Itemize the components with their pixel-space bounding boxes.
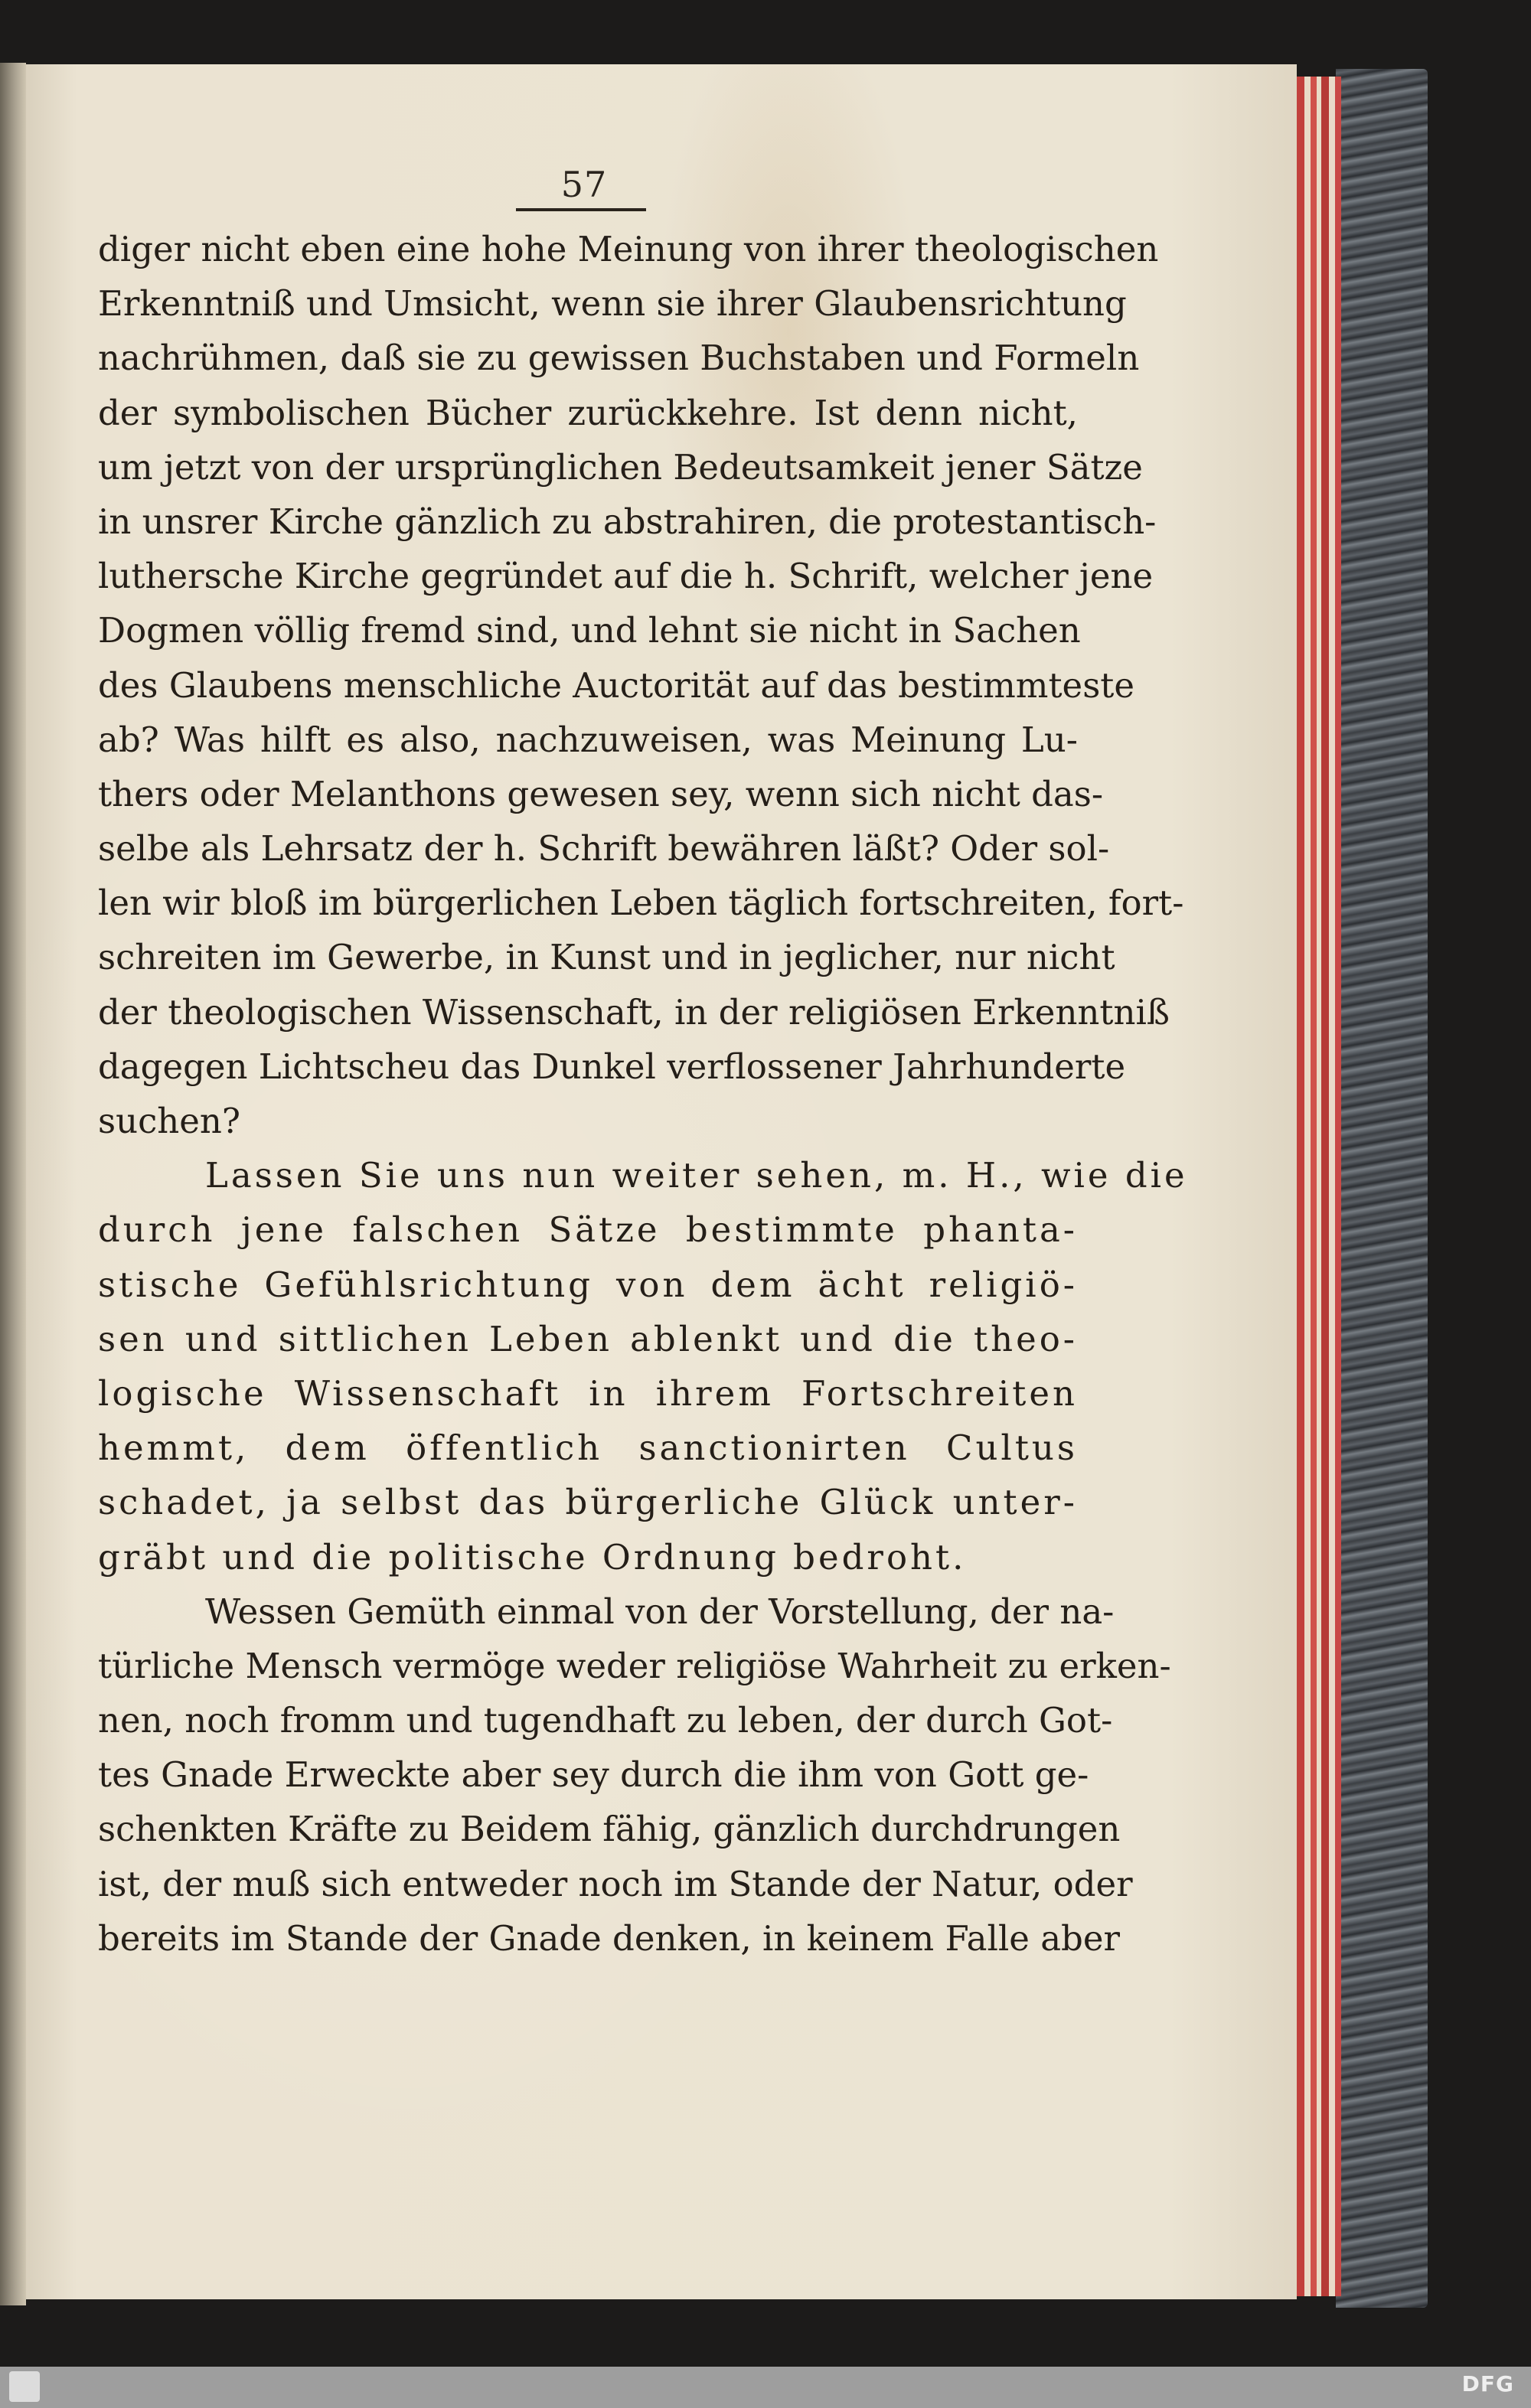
page-number: 57 — [560, 164, 608, 205]
text-line: des Glaubens menschliche Auctorität auf das bestimmteste — [98, 664, 1134, 706]
text-line: len wir bloß im bürgerlichen Leben täglich fortschreiten, fort- — [98, 883, 1184, 924]
red-page-edge — [1311, 77, 1317, 2296]
text-line: sen und sittlichen Leben ablenkt und die theo- — [98, 1318, 1078, 1359]
red-page-edge — [1335, 77, 1341, 2296]
text-line: Wessen Gemüth einmal von der Vorstellung, der na- — [205, 1591, 1115, 1632]
text-line: selbe als Lehrsatz der h. Schrift bewähren läßt? Oder sol- — [98, 828, 1110, 870]
text-line: stische Gefühlsrichtung von dem ächt religiö- — [98, 1264, 1078, 1305]
header-rule — [516, 208, 646, 211]
text-line: Erkenntniß und Umsicht, wenn sie ihrer Glaubensrichtung — [98, 283, 1127, 325]
footer-bar — [0, 2367, 1531, 2408]
text-line: ab? Was hilft es also, nachzuweisen, was Meinung Lu- — [98, 719, 1078, 760]
text-line: durch jene falschen Sätze bestimmte phanta- — [98, 1209, 1078, 1251]
text-line: bereits im Stande der Gnade denken, in keinem Falle aber — [98, 1917, 1120, 1959]
text-line: thers oder Melanthons gewesen sey, wenn sich nicht das- — [98, 773, 1104, 814]
marbled-board — [1336, 69, 1428, 2308]
text-line: Lassen Sie uns nun weiter sehen, m. H., wie die — [205, 1155, 1188, 1196]
red-page-edge — [1321, 77, 1329, 2296]
text-line: nachrühmen, daß sie zu gewissen Buchstaben und Formeln — [98, 338, 1140, 379]
text-line: türliche Mensch vermöge weder religiöse Wahrheit zu erken- — [98, 1645, 1171, 1686]
text-line: luthersche Kirche gegründet auf die h. Schrift, welcher jene — [98, 556, 1154, 597]
text-line: Dogmen völlig fremd sind, und lehnt sie nicht in Sachen — [98, 610, 1081, 651]
text-line: um jetzt von der ursprünglichen Bedeutsamkeit jener Sätze — [98, 446, 1143, 488]
text-line: dagegen Lichtscheu das Dunkel verflossener Jahrhunderte — [98, 1046, 1126, 1087]
text-line: tes Gnade Erweckte aber sey durch die ihm von Gott ge- — [98, 1754, 1089, 1796]
text-line: schreiten im Gewerbe, in Kunst und in jeglicher, nur nicht — [98, 937, 1115, 978]
text-line: diger nicht eben eine hohe Meinung von ihrer theologischen — [98, 229, 1159, 269]
text-line: gräbt und die politische Ordnung bedroht. — [98, 1536, 967, 1578]
text-line: der theologischen Wissenschaft, in der religiösen Erkenntniß — [98, 991, 1170, 1033]
text-line: der symbolischen Bücher zurückkehre. Ist denn nicht, — [98, 392, 1078, 433]
text-line: hemmt, dem öffentlich sanctionirten Cultus — [98, 1428, 1078, 1469]
text-line: schenkten Kräfte zu Beidem fähig, gänzlich durchdrungen — [98, 1809, 1121, 1850]
library-logo — [9, 2371, 40, 2402]
dfg-mark: DFG — [1461, 2371, 1514, 2397]
text-line: ist, der muß sich entweder noch im Stande der Natur, oder — [98, 1863, 1133, 1904]
text-line: logische Wissenschaft in ihrem Fortschreiten — [98, 1372, 1078, 1414]
left-page-edge — [0, 63, 26, 2305]
text-line: nen, noch fromm und tugendhaft zu leben, der durch Got- — [98, 1700, 1113, 1741]
text-line: schadet, ja selbst das bürgerliche Glück unter- — [98, 1482, 1078, 1523]
text-line: suchen? — [98, 1101, 240, 1141]
page-edge-gap — [1329, 77, 1335, 2296]
page-edge-gap — [1304, 77, 1311, 2296]
text-line: in unsrer Kirche gänzlich zu abstrahiren, die protestantisch- — [98, 501, 1157, 542]
body-text — [98, 222, 1188, 1966]
